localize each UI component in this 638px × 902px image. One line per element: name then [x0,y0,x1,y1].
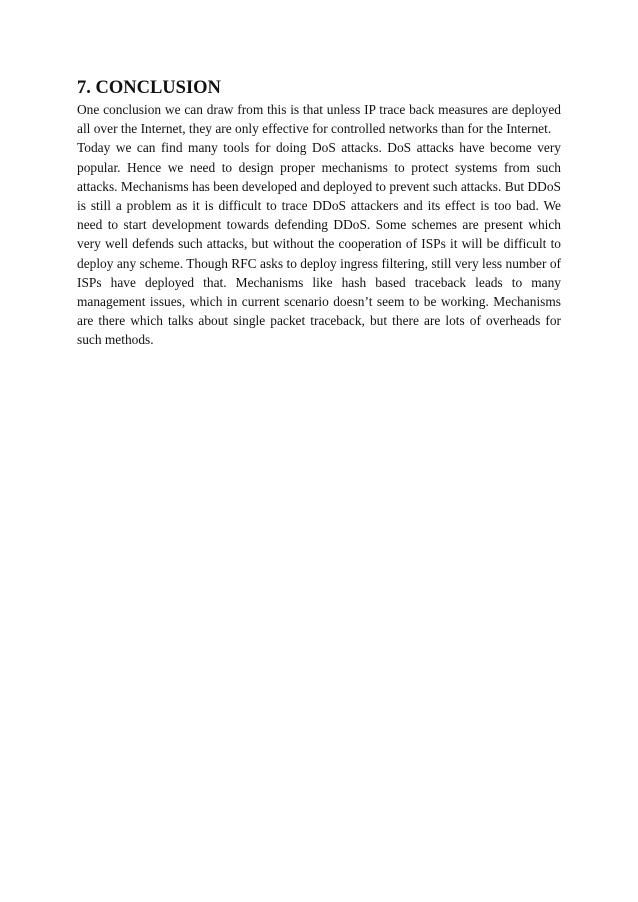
conclusion-section [77,78,561,350]
paragraph-1: One conclusion we can draw from this is that unless IP trace back measures are deployed all over the Internet, they are only effective for controlled networks than for the Internet. [77,102,561,137]
paragraph-2: Today we can find many tools for doing DoS attacks. DoS attacks have become very popular. Hence we need to design proper mechanisms to protect systems from such attacks. Mechanisms has been developed and deployed to prevent such attacks. But DDoS is still a problem as it is difficult to trace DDoS attackers and its effect is too bad. We need to start development towards defending DDoS. Some schemes are present which very well defends such attacks, but without the cooperation of ISPs it will be difficult to deploy any scheme. Though RFC asks to deploy ingress filtering, still very less number of ISPs have deployed that. Mechanisms like hash based traceback leads to many management issues, which in current scenario doesn’t seem to be working. Mechanisms are there which talks about single packet traceback, but there are lots of overheads for such methods. [77,140,561,348]
section-heading: 7. CONCLUSION [77,78,221,98]
